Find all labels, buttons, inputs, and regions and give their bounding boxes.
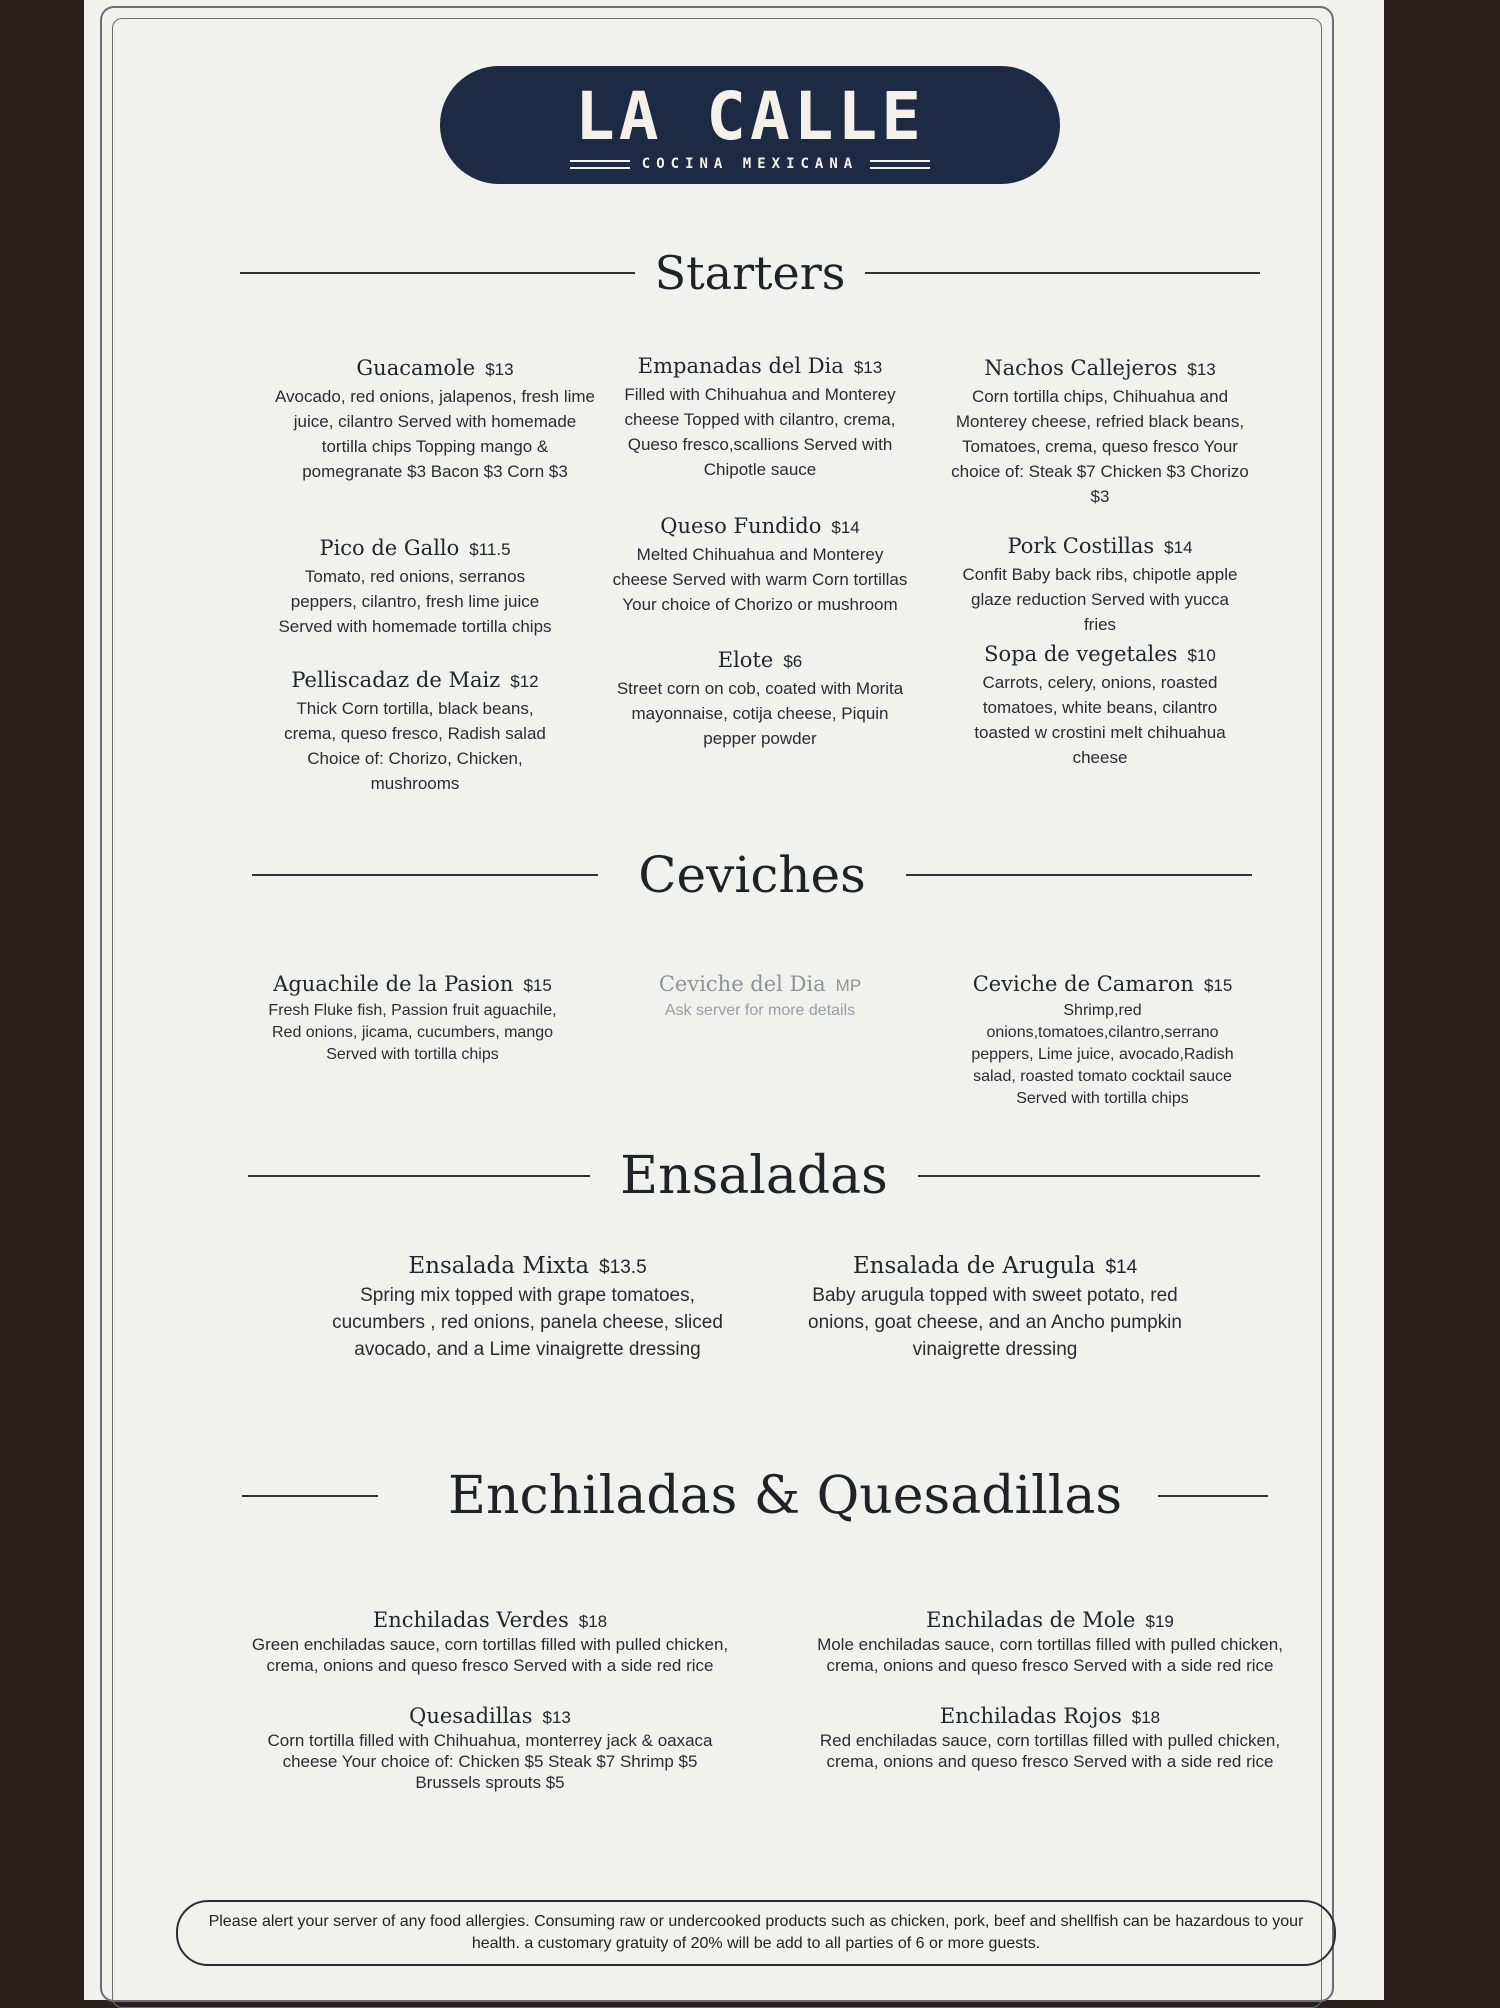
heading-rule-right	[906, 874, 1252, 876]
item-description: Street corn on cob, coated with Morita mayonnaise, cotija cheese, Piquin pepper powder	[616, 679, 904, 748]
section-heading-enchiladas-quesadillas	[242, 1466, 1268, 1526]
logo-divider-right	[870, 160, 930, 169]
section-title: Starters	[654, 246, 846, 300]
item-description: Fresh Fluke fish, Passion fruit aguachile, Red onions, jicama, cucumbers, mango Served with tortilla chips	[268, 1002, 557, 1063]
menu-item	[955, 970, 1250, 1110]
menu-item	[610, 352, 910, 482]
item-price: $12	[510, 672, 539, 691]
menu-item	[790, 1252, 1200, 1363]
item-description: Mole enchiladas sauce, corn tortillas filled with pulled chicken, crema, onions and queso fresco Served with a side red rice	[817, 1635, 1283, 1675]
item-name: Ensalada de Arugula	[852, 1253, 1096, 1279]
logo-tagline-row	[570, 154, 930, 174]
item-price: $18	[1131, 1708, 1161, 1727]
item-price: $13	[853, 358, 883, 377]
item-name: Sopa de vegetales	[984, 642, 1178, 666]
item-name: Elote	[717, 648, 774, 672]
menu-item	[250, 1704, 730, 1793]
item-price: $14	[1164, 538, 1193, 557]
item-name: Ensalada Mixta	[408, 1253, 590, 1279]
heading-rule-left	[242, 1495, 378, 1497]
menu-item	[960, 640, 1240, 770]
item-name: Guacamole	[356, 356, 476, 380]
item-name: Queso Fundido	[660, 514, 822, 538]
section-heading-starters	[240, 246, 1260, 300]
menu-item	[950, 354, 1250, 509]
item-description: Avocado, red onions, jalapenos, fresh lime juice, cilantro Served with homemade tortilla chips Topping mango & pomegranate $3 Bacon $3 Corn $3	[274, 387, 596, 481]
menu-item	[250, 1608, 730, 1676]
item-description: Spring mix topped with grape tomatoes, cucumbers , red onions, panela cheese, sliced avocado, and a Lime vinaigrette dressing	[332, 1285, 723, 1360]
item-description: Confit Baby back ribs, chipotle apple glaze reduction Served with yucca fries	[962, 565, 1238, 634]
item-price: $13	[542, 1708, 571, 1727]
menu-item	[800, 1704, 1300, 1772]
item-description: Tomato, red onions, serranos peppers, cilantro, fresh lime juice Served with homemade tortilla chips	[278, 567, 552, 636]
item-price: $11.5	[469, 540, 511, 559]
item-price: $15	[523, 976, 552, 995]
item-description: Carrots, celery, onions, roasted tomatoes, white beans, cilantro toasted w crostini melt chihuahua cheese	[974, 673, 1226, 767]
heading-rule-right	[865, 272, 1260, 274]
item-description: Ask server for more details	[664, 1002, 856, 1019]
menu-item	[610, 646, 910, 751]
item-price: $14	[831, 518, 860, 537]
item-name: Nachos Callejeros	[984, 356, 1178, 380]
item-price: $13	[485, 360, 514, 379]
item-description: Melted Chihuahua and Monterey cheese Served with warm Corn tortillas Your choice of Chorizo or mushroom	[612, 545, 908, 614]
item-description: Green enchiladas sauce, corn tortillas filled with pulled chicken, crema, onions and queso fresco Served with a side red rice	[251, 1635, 729, 1675]
item-description: Shrimp,red onions,tomatoes,cilantro,serrano peppers, Lime juice, avocado,Radish salad, roasted tomato cocktail sauce Served with tortilla chips	[971, 1002, 1234, 1107]
item-description: Corn tortilla chips, Chihuahua and Monterey cheese, refried black beans, Tomatoes, crema, queso fresco Your choice of: Steak $7 Chicken $3 Chorizo $3	[951, 387, 1249, 506]
heading-rule-right	[1158, 1495, 1268, 1497]
section-heading-ensaladas	[248, 1146, 1260, 1206]
item-price: $13	[1187, 360, 1216, 379]
item-name: Aguachile de la Pasion	[273, 972, 514, 996]
menu-item	[610, 512, 910, 617]
menu-item	[955, 532, 1245, 637]
section-title: Ceviches	[638, 846, 866, 904]
item-description: Corn tortilla filled with Chihuahua, monterrey jack & oaxaca cheese Your choice of: Chicken $5 Steak $7 Shrimp $5 Brussels sprouts $5	[267, 1731, 713, 1792]
item-description: Baby arugula topped with sweet potato, red onions, goat cheese, and an Ancho pumpkin vinaigrette dressing	[808, 1285, 1182, 1360]
item-name: Pelliscadaz de Maiz	[291, 668, 501, 692]
item-price: $19	[1145, 1612, 1174, 1631]
item-description: Red enchiladas sauce, corn tortillas filled with pulled chicken, crema, onions and queso fresco Served with a side red rice	[819, 1731, 1281, 1771]
item-price: MP	[835, 976, 862, 995]
item-name: Enchiladas Verdes	[372, 1608, 569, 1632]
menu-item	[270, 666, 560, 796]
heading-rule-right	[918, 1175, 1260, 1177]
item-name: Ceviche del Dia	[658, 972, 826, 996]
item-price: $18	[578, 1612, 608, 1631]
logo-divider-left	[570, 160, 630, 169]
menu-item	[640, 970, 880, 1022]
item-name: Enchiladas de Mole	[926, 1608, 1136, 1632]
menu-item	[320, 1252, 735, 1363]
item-description: Filled with Chihuahua and Monterey cheese Topped with cilantro, crema, Queso fresco,scallions Served with Chipotle sauce	[624, 385, 896, 479]
section-title: Enchiladas & Quesadillas	[448, 1466, 1123, 1526]
section-heading-ceviches	[252, 846, 1252, 904]
restaurant-tagline: COCINA MEXICANA	[641, 156, 859, 172]
menu-item	[270, 354, 600, 484]
item-name: Enchiladas Rojos	[939, 1704, 1122, 1728]
item-price: $15	[1203, 976, 1233, 995]
item-price: $14	[1105, 1257, 1138, 1278]
item-price: $13.5	[599, 1257, 647, 1278]
section-title: Ensaladas	[620, 1146, 888, 1206]
menu-item	[800, 1608, 1300, 1676]
item-name: Quesadillas	[409, 1704, 533, 1728]
heading-rule-left	[240, 272, 635, 274]
allergy-notice-text: Please alert your server of any food allergies. Consuming raw or undercooked products such as chicken, pork, beef and shellfish can be hazardous to your health. a customary gratuity of 20% will be add to all parties of 6 or more guests.	[208, 1913, 1304, 1952]
item-description: Thick Corn tortilla, black beans, crema, queso fresco, Radish salad Choice of: Chorizo, Chicken, mushrooms	[284, 699, 546, 793]
item-price: $10	[1187, 646, 1216, 665]
item-name: Pork Costillas	[1007, 534, 1155, 558]
allergy-notice	[176, 1900, 1336, 1966]
menu-item	[260, 970, 565, 1066]
menu-item	[270, 534, 560, 639]
item-name: Ceviche de Camaron	[972, 972, 1194, 996]
item-name: Pico de Gallo	[319, 536, 460, 560]
restaurant-name: LA CALLE	[575, 78, 925, 155]
heading-rule-left	[248, 1175, 590, 1177]
heading-rule-left	[252, 874, 598, 876]
restaurant-logo	[440, 66, 1060, 184]
item-name: Empanadas del Dia	[637, 354, 844, 378]
item-price: $6	[783, 652, 803, 671]
